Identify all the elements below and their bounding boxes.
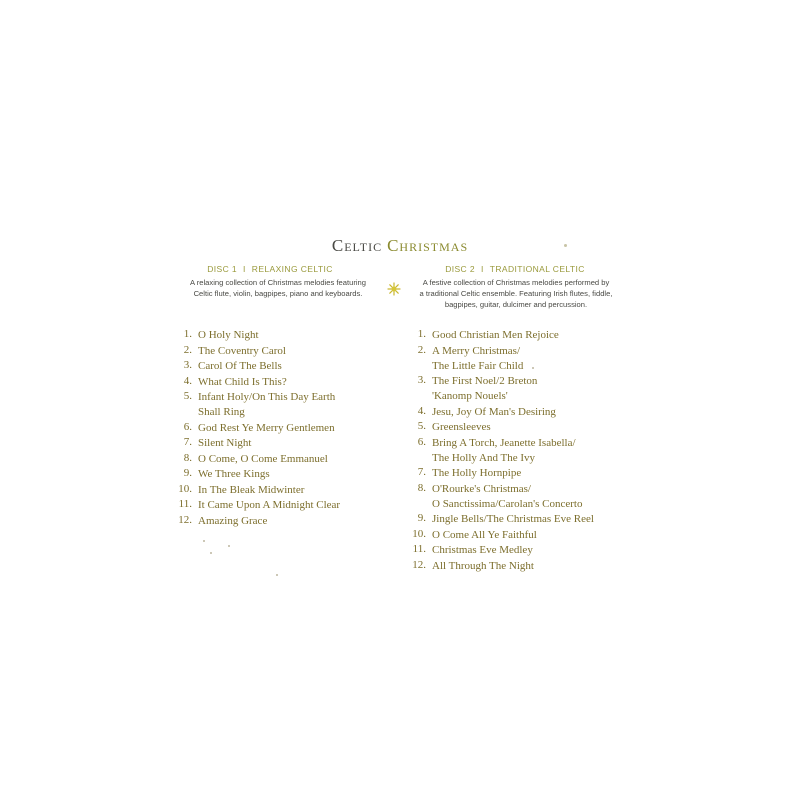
track-title bbox=[198, 467, 270, 482]
track-title-line: Amazing Grace bbox=[198, 514, 268, 527]
track-title-line: Jingle Bells/The Christmas Eve Reel bbox=[432, 513, 594, 525]
track-number: 8. bbox=[417, 481, 426, 494]
track-title-line: A Merry Christmas/ bbox=[432, 344, 520, 357]
track-number: 10. bbox=[412, 527, 426, 540]
track-title bbox=[432, 482, 582, 512]
track-number: 4. bbox=[417, 404, 426, 417]
disc2-label: DISC 2 bbox=[445, 264, 475, 274]
track-title-line: Good Christian Men Rejoice bbox=[432, 329, 559, 341]
track-title bbox=[198, 498, 340, 513]
track-title bbox=[432, 374, 537, 404]
track-title bbox=[198, 452, 328, 467]
track-title-line: O Holy Night bbox=[198, 329, 259, 341]
track-title-line: Infant Holy/On This Day Earth bbox=[198, 391, 336, 403]
print-speck bbox=[532, 367, 534, 369]
track-title-line: Silent Night bbox=[198, 437, 252, 449]
track-title-line: The Coventry Carol bbox=[198, 344, 286, 357]
print-speck bbox=[276, 574, 278, 576]
disc2-tracklist bbox=[402, 328, 632, 588]
track-title-line: It Came Upon A Midnight Clear bbox=[198, 499, 341, 511]
track-number: 2. bbox=[183, 343, 192, 356]
sun-star-icon bbox=[387, 282, 401, 296]
print-speck bbox=[228, 545, 230, 547]
track-number: 1. bbox=[183, 328, 192, 340]
disc2-description bbox=[400, 277, 632, 310]
track-title-line: O Come All Ye Faithful bbox=[432, 528, 537, 541]
track-title bbox=[198, 514, 267, 529]
title-word-christmas: Christmas bbox=[387, 236, 469, 255]
track-title-line: The First Noel/2 Breton bbox=[432, 375, 538, 387]
title-word-celtic: Celtic bbox=[331, 236, 383, 255]
track-title-line: We Three Kings bbox=[198, 468, 270, 480]
disc1-tracklist bbox=[168, 328, 388, 548]
track-number: 11. bbox=[178, 498, 192, 510]
disc1-heading bbox=[170, 264, 370, 274]
track-number: 10. bbox=[178, 482, 192, 495]
track-title bbox=[432, 420, 491, 435]
track-title-line: Shall Ring bbox=[198, 406, 245, 418]
print-speck bbox=[210, 552, 212, 554]
track-number: 9. bbox=[417, 512, 426, 524]
track-title bbox=[432, 543, 533, 558]
track-title-line: O Come, O Come Emmanuel bbox=[198, 452, 328, 465]
track-number: 1. bbox=[417, 328, 426, 340]
track-title-line: Christmas Eve Medley bbox=[432, 544, 533, 556]
track-title bbox=[432, 328, 559, 343]
track-number: 6. bbox=[417, 435, 426, 448]
album-title bbox=[0, 236, 800, 256]
disc2-name: TRADITIONAL CELTIC bbox=[489, 264, 585, 274]
track-number: 4. bbox=[183, 374, 192, 387]
disc1-label: DISC 1 bbox=[207, 264, 238, 274]
track-title bbox=[432, 344, 523, 374]
disc2-separator: I bbox=[480, 264, 484, 274]
track-number: 12. bbox=[412, 558, 426, 571]
track-title-line: 'Kanomp Nouels' bbox=[432, 390, 508, 402]
track-title-line: Bring A Torch, Jeanette Isabella/ bbox=[432, 436, 576, 449]
track-number: 2. bbox=[417, 343, 426, 356]
track-title-line: The Holly Hornpipe bbox=[432, 467, 522, 479]
decorative-dot bbox=[564, 244, 567, 247]
disc1-description-line: Celtic flute, violin, bagpipes, piano and keyboards. bbox=[193, 289, 363, 298]
track-title-line: O Sanctissima/Carolan's Concerto bbox=[432, 497, 583, 510]
track-number: 11. bbox=[412, 543, 426, 555]
track-number: 5. bbox=[417, 420, 426, 432]
track-title bbox=[432, 466, 521, 481]
track-title bbox=[198, 390, 335, 420]
track-title bbox=[432, 559, 534, 574]
track-title-line: All Through The Night bbox=[432, 559, 534, 572]
disc2-description-line: bagpipes, guitar, dulcimer and percussion. bbox=[444, 300, 588, 309]
track-number: 8. bbox=[183, 451, 192, 464]
track-number: 9. bbox=[183, 467, 192, 479]
track-title bbox=[432, 405, 556, 420]
track-title bbox=[198, 375, 287, 390]
track-title-line: Greensleeves bbox=[432, 421, 491, 433]
track-title bbox=[432, 512, 594, 527]
track-title bbox=[198, 483, 304, 498]
disc1-description-line: A relaxing collection of Christmas melodies featuring bbox=[189, 278, 366, 287]
track-title-line: The Holly And The Ivy bbox=[432, 451, 536, 464]
track-title-line: Carol Of The Bells bbox=[198, 360, 282, 372]
disc1-name: RELAXING CELTIC bbox=[251, 264, 333, 274]
track-title bbox=[432, 436, 576, 466]
disc2-description-line: A festive collection of Christmas melodies performed by bbox=[422, 278, 610, 287]
disc1-separator: I bbox=[243, 264, 246, 274]
track-number: 3. bbox=[417, 374, 426, 386]
disc1-description bbox=[168, 277, 388, 299]
track-title bbox=[198, 421, 335, 436]
disc2-heading bbox=[415, 264, 615, 274]
track-title-line: The Little Fair Child bbox=[432, 359, 524, 372]
disc2-description-line: a traditional Celtic ensemble. Featuring Irish flutes, fiddle, bbox=[419, 289, 613, 298]
track-title bbox=[198, 344, 286, 359]
track-title bbox=[198, 359, 282, 374]
track-title-line: What Child Is This? bbox=[198, 375, 287, 388]
track-number: 3. bbox=[183, 359, 192, 371]
track-title-line: Jesu, Joy Of Man's Desiring bbox=[432, 405, 556, 418]
print-speck bbox=[203, 540, 205, 542]
track-title-line: God Rest Ye Merry Gentlemen bbox=[198, 421, 335, 434]
track-title-line: O'Rourke's Christmas/ bbox=[432, 482, 531, 495]
track-title-line: In The Bleak Midwinter bbox=[198, 483, 305, 496]
track-number: 7. bbox=[183, 436, 192, 448]
track-number: 5. bbox=[183, 390, 192, 402]
track-title bbox=[432, 528, 537, 543]
track-number: 12. bbox=[178, 513, 192, 526]
track-number: 7. bbox=[417, 466, 426, 478]
track-number: 6. bbox=[183, 420, 192, 433]
track-title bbox=[198, 436, 251, 451]
track-title bbox=[198, 328, 259, 343]
